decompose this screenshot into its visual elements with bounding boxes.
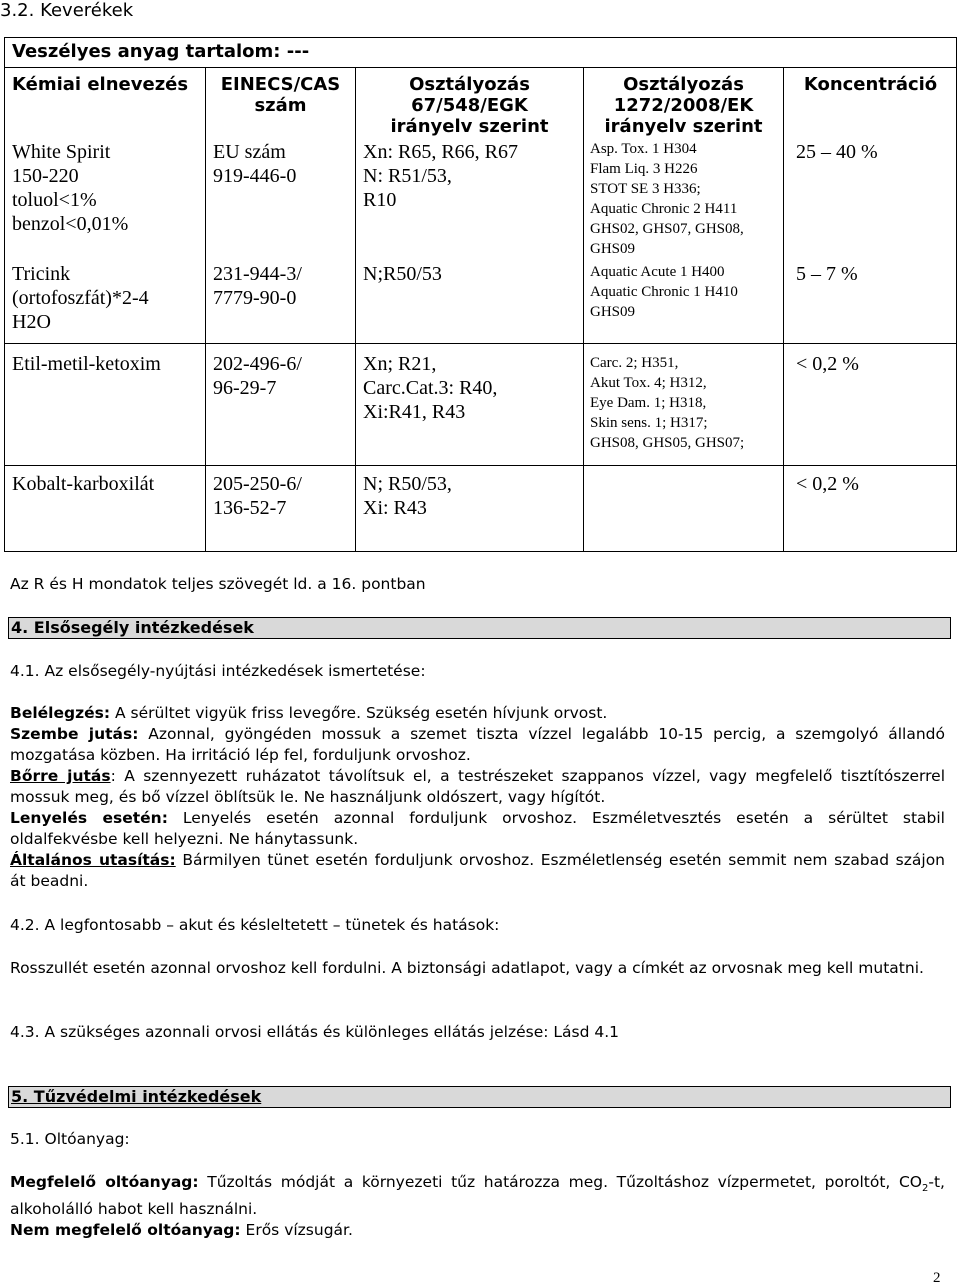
inhalation-instruction: Belélegzés: A sérültet vigyük friss levegőre. Szükség esetén hívjunk orvost. [10, 704, 608, 722]
general-instruction: Általános utasítás: Bármilyen tünet esetén forduljunk orvoshoz. Eszméletlenség esetén semmit nem szabad szájon át beadni. [10, 851, 945, 890]
row1-class-1272: Asp. Tox. 1 H304 Flam Liq. 3 H226 STOT SE 3 H336; Aquatic Chronic 2 H411 GHS02, GHS07, GHS08, GHS09 [590, 141, 744, 257]
row2-name: Tricink (ortofoszfát)*2-4 H2O [12, 263, 149, 333]
unsuitable-media: Nem megfelelő oltóanyag: Erős vízsugár. [10, 1221, 353, 1240]
section4-title-bar: 4. Elsősegély intézkedések [8, 617, 951, 639]
section4-sub3: 4.3. A szükséges azonnali orvosi ellátás és különleges ellátás jelzése: Lásd 4.1 [10, 1023, 620, 1041]
page-number: 2 [933, 1270, 941, 1286]
section-title: 3.2. Keverékek [0, 0, 134, 21]
table-col-divider [583, 67, 584, 552]
row3-name: Etil-metil-ketoxim [12, 353, 161, 375]
table-caption: Veszélyes anyag tartalom: --- [12, 41, 310, 62]
row3-class-67: Xn; R21, Carc.Cat.3: R40, Xi:R41, R43 [363, 353, 498, 423]
suitable-media: Megfelelő oltóanyag: Tűzoltás módját a környezeti tűz határozza meg. Tűzoltáshoz vízpermetet, poroltót, $CO_2-t$, alkoholálló habot kell használni. [10, 1173, 945, 1219]
row2-class-1272: Aquatic Acute 1 H400 Aquatic Chronic 1 H410 GHS09 [590, 264, 738, 320]
table-col-divider [783, 67, 784, 552]
row1-concentration: 25 – 40 % [796, 141, 878, 163]
row4-concentration: < 0,2 % [796, 473, 859, 495]
skin-contact-instruction: Bőrre jutás: A szennyezett ruházatot távolítsuk el, a testrészeket szappanos vízzel, vagy megfelelő tisztítószerrel mossuk meg, és bő vízzel öblítsük le. Ne használjunk oldószert, vagy hígítót. [10, 767, 946, 806]
header-concentration: Koncentráció [803, 74, 938, 95]
extinguishing-media [10, 1172, 945, 1241]
row3-concentration: < 0,2 % [796, 353, 859, 375]
ingestion-instruction: Lenyelés esetén: Lenyelés esetén azonnal forduljunk orvoshoz. Eszméletvesztés esetén a sérültet stabil oldalfekvésbe kell helyezni. Ne hánytassunk. [10, 809, 945, 848]
first-aid-instructions [10, 703, 945, 892]
row4-class-67: N; R50/53, Xi: R43 [363, 473, 452, 519]
row4-name: Kobalt-karboxilát [12, 473, 155, 495]
row2-concentration: 5 – 7 % [796, 263, 858, 285]
header-einecs-cas: EINECS/CAS szám [220, 74, 341, 116]
row2-ids: 231-944-3/ 7779-90-0 [213, 263, 302, 309]
header-class-67-548: Osztályozás 67/548/EGK irányelv szerint [390, 74, 549, 137]
table-col-divider [355, 67, 356, 552]
row1-class-67: Xn: R65, R66, R67 N: R51/53, R10 [363, 141, 519, 211]
table-row-divider [4, 465, 957, 466]
row3-class-1272: Carc. 2; H351, Akut Tox. 4; H312, Eye Dam. 1; H318, Skin sens. 1; H317; GHS08, GHS05, GHS07; [590, 355, 745, 451]
table-col-divider [205, 67, 206, 552]
header-class-1272-2008: Osztályozás 1272/2008/EK irányelv szerint [604, 74, 763, 137]
section5-sub1: 5.1. Oltóanyag: [10, 1130, 130, 1148]
table-row-divider [4, 343, 957, 344]
section4-sub2-text: Rosszullét esetén azonnal orvoshoz kell fordulni. A biztonsági adatlapot, vagy a címkét az orvosnak meg kell mutatni. [10, 959, 924, 977]
row1-name: White Spirit 150-220 toluol<1% benzol<0,01% [12, 141, 129, 235]
section5-title-bar: 5. Tűzvédelmi intézkedések [8, 1086, 951, 1108]
row4-ids: 205-250-6/ 136-52-7 [213, 473, 302, 519]
row3-ids: 202-496-6/ 96-29-7 [213, 353, 302, 399]
row1-ids: EU szám 919-446-0 [213, 141, 297, 187]
rh-note: Az R és H mondatok teljes szövegét ld. a 16. pontban [10, 575, 426, 593]
table-caption-divider [4, 67, 957, 68]
eye-contact-instruction: Szembe jutás: Azonnal, gyöngéden mossuk a szemet tiszta vízzel legalább 10-15 percig, a szemgolyó állandó mozgatása közben. Ha irritáció lép fel, forduljunk orvoshoz. [10, 725, 946, 764]
row2-class-67: N;R50/53 [363, 263, 442, 285]
header-chemical-name: Kémiai elnevezés [12, 74, 189, 95]
section4-sub1: 4.1. Az elsősegély-nyújtási intézkedések ismertetése: [10, 662, 426, 680]
section4-sub2: 4.2. A legfontosabb – akut és késleltetett – tünetek és hatások: [10, 916, 500, 934]
